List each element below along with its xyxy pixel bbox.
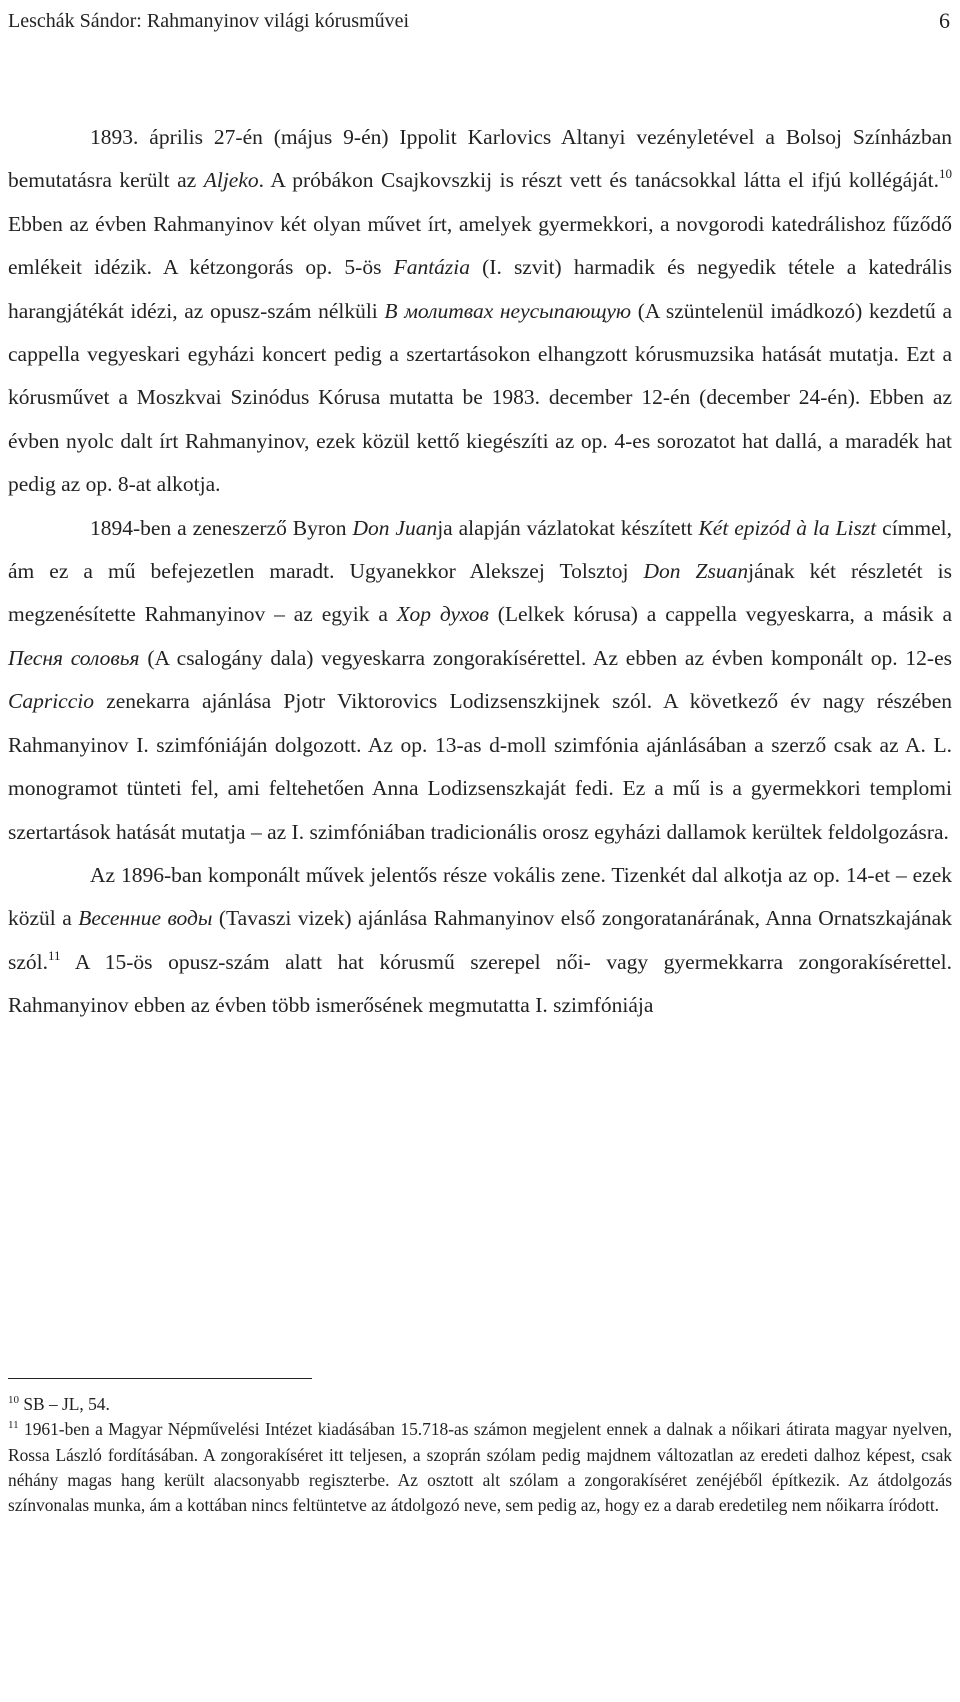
italic-title: Aljeko bbox=[203, 168, 259, 193]
footnote-ref-10[interactable]: 10 bbox=[939, 166, 952, 182]
italic-title: Don Juan bbox=[352, 515, 438, 540]
italic-title: Весенние воды bbox=[78, 906, 213, 931]
text-run: Az 1896-ban komponált művek jelentős része vokális zene. Tizenkét dal alkotja az op. 14-et – ezek közül a bbox=[8, 862, 952, 931]
text-run: (A szüntelenül imádkozó) kezdetű a cappella vegyeskari egyházi koncert pedig a szertartásokon elhangzott kórusmuzsika hatását mutatja. Ezt a kórusművet a Moszkvai Szinódus Kórusa mutatta be 1983. december 12-én (december 24-én). Ebben az évben nyolc dalt írt Rahmanyinov, ezek közül kettő kiegészíti az op. 4-es sorozatot hat dallá, a maradék hat pedig az op. 8-at alkotja. bbox=[8, 298, 952, 497]
italic-title: Don Zsuan bbox=[643, 559, 749, 584]
text-run: (Tavaszi vizek) ajánlása Rahmanyinov első zongoratanárának, Anna Ornatszkajának szól. bbox=[8, 906, 952, 974]
footnote-10 bbox=[8, 1392, 952, 1417]
paragraph-3 bbox=[8, 854, 952, 1028]
text-run: (Lelkek kórusa) a cappella vegyeskarra, a másik a bbox=[488, 602, 952, 627]
paragraph-2 bbox=[8, 507, 952, 854]
text-run: A 15-ös opusz-szám alatt hat kórusmű szerepel női- vagy gyermekkarra zongorakísérettel. Rahmanyinov ebben az évben több ismerősének megmutatta I. szimfóniája bbox=[8, 949, 952, 1018]
text-run: 1894-ben a zeneszerző Byron bbox=[90, 515, 353, 540]
page-header bbox=[8, 6, 952, 36]
footnote-number: 11 bbox=[8, 1419, 19, 1432]
text-run: ja alapján vázlatokat készített bbox=[437, 515, 699, 540]
footnote-ref-11[interactable]: 11 bbox=[48, 947, 61, 963]
italic-title: Хор духов bbox=[396, 602, 489, 627]
page-number: 6 bbox=[939, 8, 950, 33]
italic-title: Capriccio bbox=[8, 689, 94, 714]
paragraph-1 bbox=[8, 116, 952, 507]
footnote-text: 1961-ben a Magyar Népművelési Intézet kiadásában 15.718-as számon megjelent ennek a dalnak a nőikari átirata magyar nyelven, Rossa László fordításában. A zongorakíséret itt teljesen, a szoprán szólam pedig majdnem változatlan az eredeti dalhoz képest, csak néhány magas hang került alacsonyabb regiszterbe. Az osztott alt szólam a zongorakíséret zenéjéből építkezik. Az átdolgozás színvonalas munka, ám a kottában nincs feltüntetve az átdolgozó neve, sem pedig az, hogy ez a darab eredetileg nem nőikarra íródott. bbox=[8, 1419, 952, 1516]
italic-title: Песня соловья bbox=[8, 645, 140, 670]
text-run: 1893. április 27-én (május 9-én) Ippolit Karlovics Altanyi vezényletével a Bolsoj Színházban bemutatásra került az bbox=[8, 125, 952, 193]
footnote-text: SB – JL, 54. bbox=[19, 1394, 110, 1414]
text-run: (A csalogány dala) vegyeskarra zongorakísérettel. Az ebben az évben komponált op. 12-es bbox=[139, 645, 952, 670]
text-run: (I. szvit) harmadik és negyedik tétele a katedrális harangjátékát idézi, az opusz-szám nélküli bbox=[8, 255, 952, 323]
footnote-number: 10 bbox=[8, 1394, 19, 1406]
text-run: jának két részletét is megzenésítette Rahmanyinov – az egyik a bbox=[8, 559, 952, 627]
footnote-11 bbox=[8, 1417, 952, 1518]
text-run: . A próbákon Csajkovszkij is részt vett és tanácsokkal látta el ifjú kollégáját. bbox=[258, 168, 939, 193]
italic-title: Két epizód à la Liszt bbox=[698, 515, 877, 540]
italic-title: В молитвах неусыпающую bbox=[384, 298, 632, 323]
body-text bbox=[8, 116, 952, 1028]
running-title: Leschák Sándor: Rahmanyinov világi kórusművei bbox=[8, 10, 410, 32]
italic-title: Fantázia bbox=[393, 255, 471, 280]
footnote-separator bbox=[8, 1378, 312, 1379]
text-run: zenekarra ajánlása Pjotr Viktorovics Lodizsenszkijnek szól. A következő év nagy részében Rahmanyinov I. szimfóniáján dolgozott. Az op. 13-as d-moll szimfónia ajánlásában a szerző csak az A. L. monogramot tünteti fel, ami feltehetően Anna Lodizsenszkaját fedi. Ez a mű is a gyermekkori templomi szertartások hatását mutatja – az I. szimfóniában tradicionális orosz egyházi dallamok kerültek feldolgozásra. bbox=[8, 689, 952, 844]
text-run: Ebben az évben Rahmanyinov két olyan művet írt, amelyek gyermekkori, a novgorodi katedrálishoz fűződő emlékeit idézik. A kétzongorás op. 5-ös bbox=[8, 211, 952, 280]
text-run: címmel, ám ez a mű befejezetlen maradt. Ugyanekkor Alekszej Tolsztoj bbox=[8, 515, 953, 584]
footnotes bbox=[8, 1392, 952, 1518]
